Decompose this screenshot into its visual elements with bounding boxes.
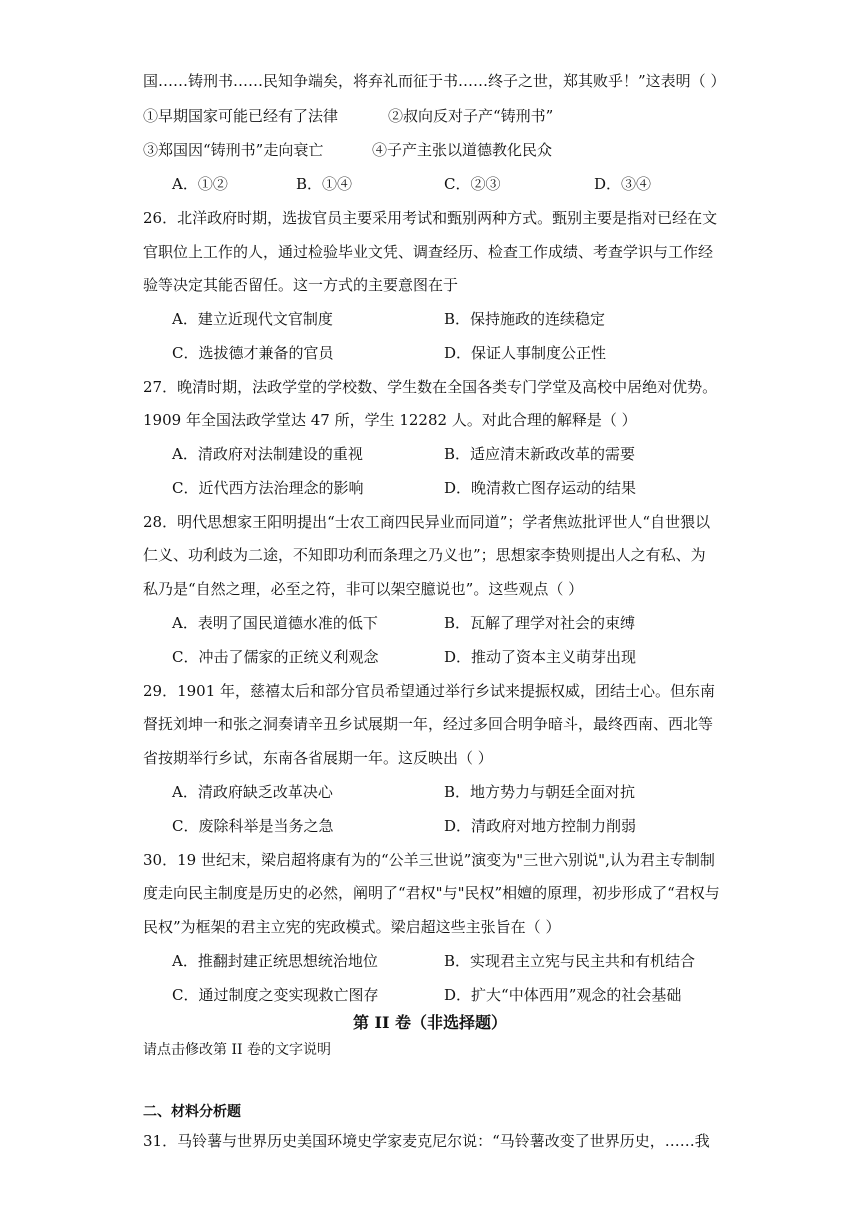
q30-option-b[interactable]: B．实现君主立宪与民主共和有机结合 [444, 952, 696, 970]
q27-option-c[interactable]: C．近代西方法治理念的影响 [172, 479, 364, 497]
q25-statement-1: ①早期国家可能已经有了法律 [143, 107, 339, 125]
q27-option-b[interactable]: B．适应清末新政改革的需要 [444, 445, 636, 463]
q28-line-3: 私乃是“自然之理，必至之符，非可以架空臆说也”。这些观点（ ） [143, 580, 584, 598]
q26-option-a[interactable]: A．建立近现代文官制度 [172, 310, 333, 328]
q30-line-2: 度走向民主制度是历史的必然，阐明了“君权"与"民权”相嬗的原理，初步形成了“君权与 [143, 884, 720, 902]
q26-line-1: 26．北洋政府时期，选拔官员主要采用考试和甄别两种方式。甄别主要是指对已经在文 [143, 209, 718, 227]
q29-option-d[interactable]: D．清政府对地方控制力削弱 [444, 817, 637, 835]
q25-statement-4: ④子产主张以道德教化民众 [372, 141, 553, 159]
q30-option-d[interactable]: D．扩大“中体西用”观念的社会基础 [444, 986, 682, 1004]
q29-option-a[interactable]: A．清政府缺乏改革决心 [172, 783, 333, 801]
q30-line-3: 民权”为框架的君主立宪的宪政模式。梁启超这些主张旨在（ ） [143, 918, 561, 936]
q30-option-a[interactable]: A．推翻封建正统思想统治地位 [172, 952, 378, 970]
q26-line-3: 验等决定其能否留任。这一方式的主要意图在于 [143, 276, 459, 294]
q25-option-b[interactable]: B．①④ [296, 175, 353, 193]
q28-option-a[interactable]: A．表明了国民道德水准的低下 [172, 614, 378, 632]
q27-line-1: 27．晚清时期，法政学堂的学校数、学生数在全国各类专门学堂及高校中居绝对优势。 [143, 378, 718, 396]
q29-line-2: 督抚刘坤一和张之洞奏请辛丑乡试展期一年，经过多回合明争暗斗，最终西南、西北等 [143, 715, 714, 733]
q25-option-d[interactable]: D．③④ [594, 175, 652, 193]
q29-line-1: 29．1901 年，慈禧太后和部分官员希望通过举行乡试来提振权威，团结士心。但东南 [143, 682, 716, 700]
q29-line-3: 省按期举行乡试，东南各省展期一年。这反映出（ ） [143, 749, 493, 767]
section-ii-note[interactable]: 请点击修改第 II 卷的文字说明 [143, 1042, 331, 1058]
q29-option-c[interactable]: C．废除科举是当务之急 [172, 817, 334, 835]
q29-option-b[interactable]: B．地方势力与朝廷全面对抗 [444, 783, 636, 801]
q25-statement-2: ②叔向反对子产“铸刑书” [388, 107, 554, 125]
q28-option-d[interactable]: D．推动了资本主义萌芽出现 [444, 648, 637, 666]
q26-option-d[interactable]: D．保证人事制度公正性 [444, 344, 607, 362]
q25-stem: 国……铸刑书……民知争端矣，将弃礼而征于书……终子之世，郑其败乎！”这表明（ ） [143, 72, 726, 90]
q25-statement-3: ③郑国因“铸刑书”走向衰亡 [143, 141, 324, 159]
q26-option-c[interactable]: C．选拔德才兼备的官员 [172, 344, 334, 362]
q27-option-d[interactable]: D．晚清救亡图存运动的结果 [444, 479, 637, 497]
q27-option-a[interactable]: A．清政府对法制建设的重视 [172, 445, 363, 463]
q26-option-b[interactable]: B．保持施政的连续稳定 [444, 310, 606, 328]
section-ii-title: 第 II 卷（非选择题） [352, 1013, 508, 1032]
q26-line-2: 官职位上工作的人，通过检验毕业文凭、调查经历、检查工作成绩、考查学识与工作经 [143, 243, 714, 261]
q25-option-a[interactable]: A．①② [172, 175, 228, 193]
q27-line-2: 1909 年全国法政学堂达 47 所，学生 12282 人。对此合理的解释是（ ） [143, 411, 637, 429]
q28-option-c[interactable]: C．冲击了儒家的正统义利观念 [172, 648, 379, 666]
q30-line-1: 30．19 世纪末，梁启超将康有为的“公羊三世说”演变为"三世六别说",认为君主专制制 [143, 851, 715, 869]
q28-option-b[interactable]: B．瓦解了理学对社会的束缚 [444, 614, 636, 632]
q30-option-c[interactable]: C．通过制度之变实现救亡图存 [172, 986, 379, 1004]
q31-line-1: 31．马铃薯与世界历史美国环境史学家麦克尼尔说：“马铃薯改变了世界历史，……我 [143, 1132, 710, 1150]
part-two-heading: 二、材料分析题 [143, 1104, 241, 1120]
q28-line-2: 仁义、功利歧为二途，不知即功利而条理之乃义也”；思想家李贽则提出人之有私、为 [143, 546, 706, 564]
q28-line-1: 28．明代思想家王阳明提出“士农工商四民异业而同道”；学者焦竑批评世人“自世猥以 [143, 513, 711, 531]
q25-option-c[interactable]: C．②③ [444, 175, 501, 193]
